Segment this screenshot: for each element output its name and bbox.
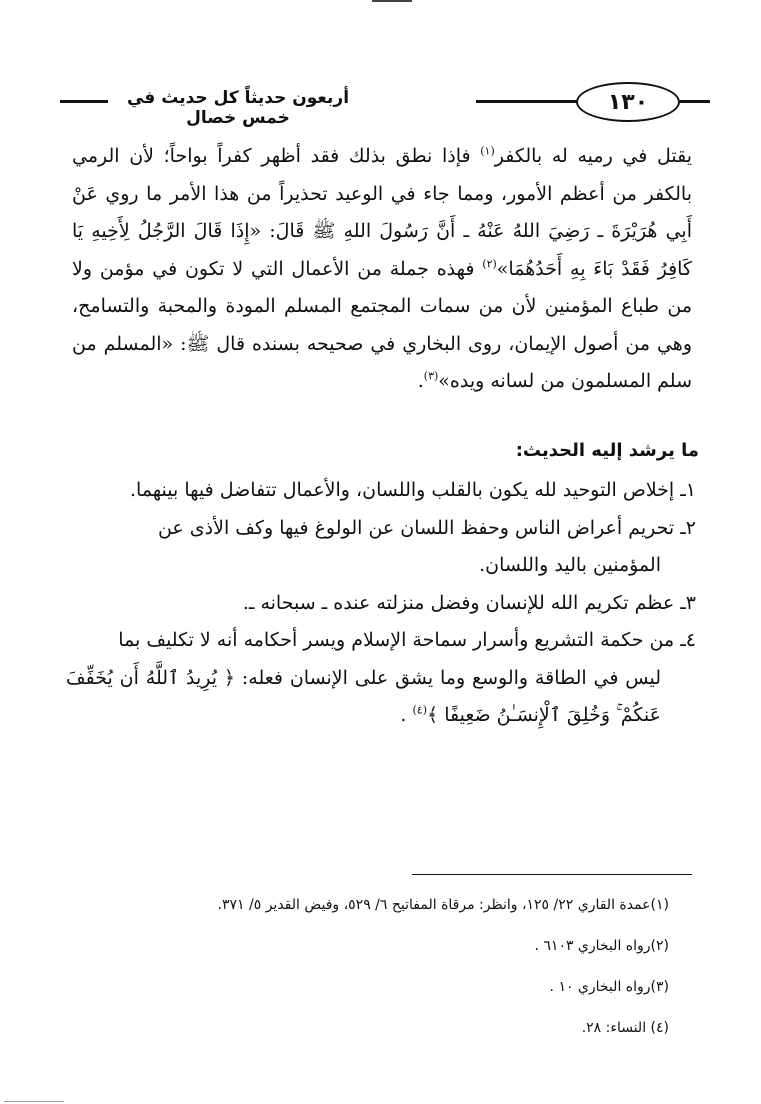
footnote-ref: (٢) — [482, 257, 497, 271]
paragraph-text: يقتل في رميه له بالكفر — [494, 145, 692, 167]
running-title: أربعون حديثاً كل حديث في خمس خصال — [126, 88, 350, 128]
list-item — [66, 585, 696, 623]
list-item-continuation — [66, 660, 661, 735]
paragraph-text: فهذه جملة من الأعمال التي لا تكون في مؤمن ولا من طباع المؤمنين لأن من سمات المجتمع المسلم المودة والمحبة والتسامح، وهي من أصول الإيمان، روى البخاري في صحيحه بسنده قال ﷺ: «المسلم من سلم المسلمون من لسانه ويده» — [72, 257, 692, 392]
list-item-text: ١ـ إخلاص التوحيد لله يكون بالقلب واللسان، والأعمال تتفاضل فيها بينهما. — [129, 479, 696, 501]
footnote-ref: (١) — [480, 144, 495, 158]
list-item-text: ٢ـ تحريم أعراض الناس وحفظ اللسان عن الولوغ فيها وكف الأذى عن — [157, 516, 696, 539]
footnote-ref: (٤) — [412, 703, 428, 717]
header-rule — [476, 100, 578, 103]
list-item — [66, 510, 696, 548]
list-item-text: المؤمنين باليد واللسان. — [479, 554, 661, 576]
list-item-text: ليس في الطاقة والوسع وما يشق على الإنسان فعله: ﴿ يُرِيدُ ٱللَّهُ أَن يُخَفِّفَ عَنكُمْ ۚ وَخُلِقَ ٱلْإِنسَـٰنُ ضَعِيفًا ﴾ — [66, 666, 661, 726]
main-paragraph — [72, 138, 692, 401]
section-heading: ما يرشد إليه الحديث: — [515, 440, 699, 461]
bottom-edge-mark — [4, 1101, 64, 1102]
footnote-separator — [412, 874, 692, 875]
top-edge-mark — [372, 0, 412, 2]
list-item — [66, 472, 696, 510]
list-item-text: ٤ـ من حكمة التشريع وأسرار سماحة الإسلام ويسر أحكامه أنه لا تكليف بما — [118, 629, 696, 651]
list-item-text: . — [400, 704, 413, 726]
footnote: (٣)رواه البخاري ١٠ . — [549, 979, 669, 995]
list-item-continuation — [66, 547, 696, 585]
list-item-text: ٣ـ عظم تكريم الله للإنسان وفضل منزلته عنده ـ سبحانه ـ. — [242, 591, 696, 614]
points-list — [66, 472, 696, 735]
list-item — [66, 622, 696, 660]
header-rule — [60, 100, 108, 103]
page-number: ١٣٠ — [576, 82, 680, 122]
footnote: (٤) النساء: ٢٨. — [581, 1020, 669, 1036]
header-rule — [680, 100, 710, 103]
footnote: (١)عمدة القاري ٢٢/ ١٢٥، وانظر: مرقاة المفاتيح ٦/ ٥٢٩، وفيض القدير ٥/ ٣٧١. — [217, 897, 669, 913]
footnote-ref: (٣) — [423, 369, 439, 383]
footnote: (٢)رواه البخاري ٦١٠٣ . — [534, 938, 669, 954]
page-header — [60, 82, 710, 128]
footnotes — [109, 893, 669, 1057]
paragraph-text: فإذا نطق بذلك فقد أظهر كفراً بواحاً؛ لأن الرمي بالكفر من أعظم الأمور، ومما جاء في الوعيد تحذيراً من هذا الأمر ما روي عَنْ أَبِي هُرَيْرَةَ ـ رَضِيَ اللهُ عَنْهُ ـ أَنَّ رَسُولَ اللهِ ﷺ قَالَ: «إِذَا قَالَ الرَّجُلُ لِأَخِيهِ يَا كَافِرُ فَقَدْ بَاءَ بِهِ أَحَدُهُمَا» — [72, 145, 692, 280]
paragraph-text: . — [417, 370, 424, 392]
